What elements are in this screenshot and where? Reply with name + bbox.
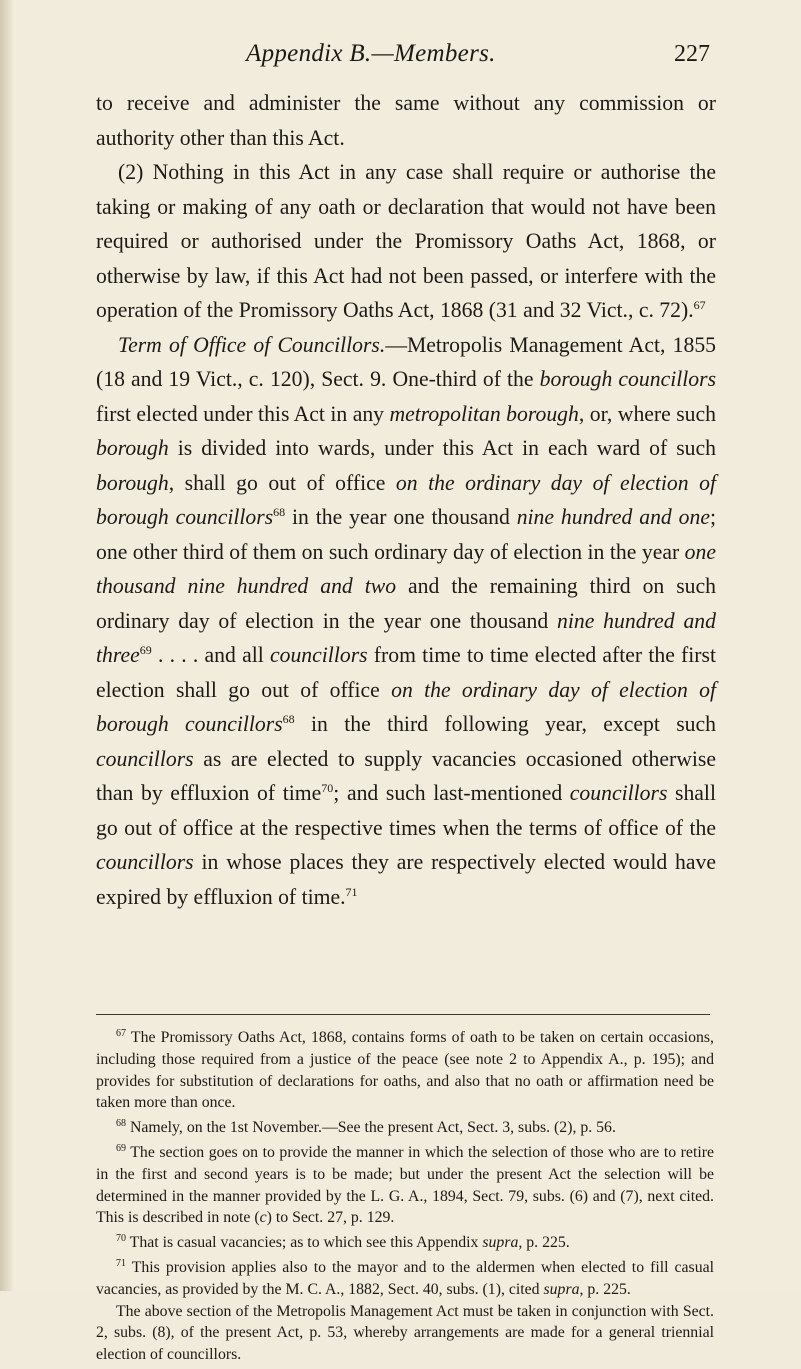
paragraph-continuation: to receive and administer the same without any commission or authority other than this Act. [96,91,716,150]
paragraph-term-of-office: Term of Office of Councillors.—Metropolis Management Act, 1855 (18 and 19 Vict., c. 120), Sect. 9. One-third of the borough councillors first elected under this Act in any metropolitan borough, or, where such borough is divided into wards, under this Act in each ward of such borough, shall go out of office on the ordinary day of election of borough councillors$^{68}$ in the year one thousand nine hundred and one; one other third of them on such ordinary day of election in the year one thousand nine hundred and two and the remaining third on such ordinary day of election in the year one thousand nine hundred and three$^{69}$ . . . . and all councillors from time to time elected after the first election shall go out of office on the ordinary day of election of borough councillors$^{68}$ in the third following year, except such councillors as are elected to supply vacancies occasioned otherwise than by effluxion of time$^{70}$; and such last-mentioned councillors shall go out of office at the respective times when the terms of office of the councillors in whose places they are respectively elected would have expired by effluxion of time.$^{71}$ [96,332,717,909]
footnote-69: $^{69}$ The section goes on to provide the manner in which the selection of those who are to retire in the first and second years is to be made; but under the present Act the selection will be determined in the manner provided by the L. G. A., 1894, Sect. 79, subs. (6) and (7), next cited. This is described in note (c) to Sect. 27, p. 129. [96,1142,714,1227]
footnotes [96,1027,714,1369]
footnote-71: $^{71}$ This provision applies also to the mayor and to the aldermen when elected to fill casual vacancies, as provided by the M. C. A., 1882, Sect. 40, subs. (1), cited supra, p. 225. [96,1257,715,1298]
footnote-ref-69: 69 [139,643,152,657]
page-number: 227 [674,41,710,67]
footnote-ref-71: 71 [345,884,358,899]
section-heading: Term of Office of Councillors. [118,332,386,357]
footnote-ref-68: 68 [273,505,286,519]
footnote-67: $^{67}$ The Promissory Oaths Act, 1868, contains forms of oath to be taken on certain occasions, including those required from a justice of the peace (see note 2 to Appendix A., p. 195); and provides for substitution of declarations for oaths, and also that no oath or affirmation need be taken more than once. [96,1028,714,1112]
footnote-70: $^{70}$ That is casual vacancies; as to which see this Appendix supra, p. 225. [116,1233,570,1252]
footnote-ref-67: 67 [693,298,706,312]
footnote-ref-68b: 68 [282,712,295,726]
footnote-68: $^{68}$ Namely, on the 1st November.—See the present Act, Sect. 3, subs. (2), p. 56. [116,1118,616,1137]
page-gutter-shadow [0,0,14,1291]
footnote-divider [96,1014,710,1015]
running-header [96,40,710,76]
main-text [96,86,716,914]
paragraph-subsection-2: (2) Nothing in this Act in any case shall require or authorise the taking or making of any oath or declaration that would not have been required or authorised under the Promissory Oaths Act, 1868, or otherwise by law, if this Act had not been passed, or interfere with the operation of the Promissory Oaths Act, 1868 (31 and 32 Vict., c. 72).$^{67}$ [96,160,716,322]
footnote-71-continued: The above section of the Metropolis Management Act must be taken in conjunction with Sect. 2, subs. (8), of the present Act, p. 53, whereby arrangements are made for a general triennial election of councillors. [96,1302,714,1364]
footnote-ref-70: 70 [321,781,334,795]
running-title: Appendix B.—Members. [246,40,496,67]
